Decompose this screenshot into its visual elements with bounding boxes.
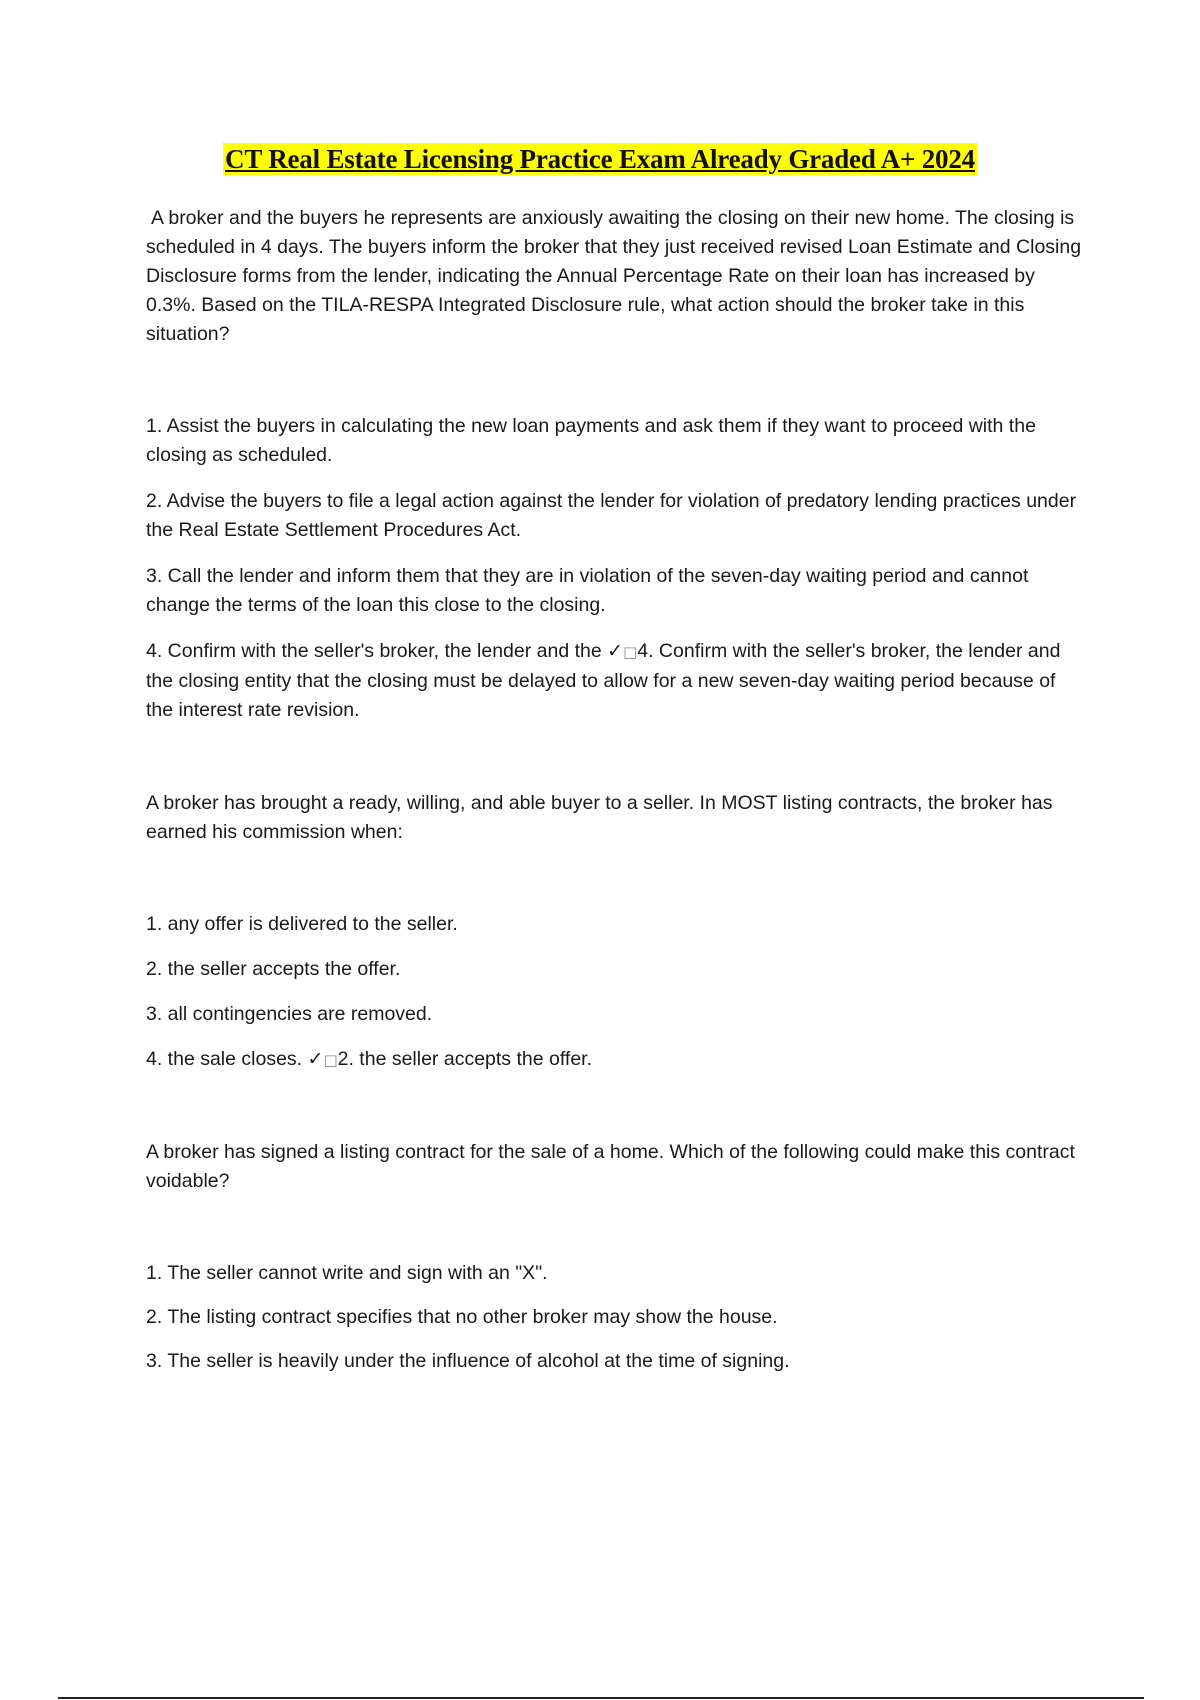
option-text: 2. Advise the buyers to file a legal action against the lender for violation of predatory lending practices under the Real Estate Settlement Procedures Act. (146, 490, 1077, 541)
option-text: 4. the sale closes. (146, 1048, 303, 1070)
option-item (146, 562, 1086, 620)
option-item (146, 1000, 1086, 1029)
option-item-with-answer (146, 637, 1086, 725)
options-list (146, 910, 1086, 1075)
option-item (146, 910, 1086, 939)
answer-text: 4. Confirm with the seller's broker, the lender and the closing entity that the closing must be delayed to allow for a new seven-day waiting period because of the interest rate revision. (146, 640, 1061, 721)
option-text: 2. The listing contract specifies that no other broker may show the house. (146, 1306, 778, 1328)
question-block-2 (146, 789, 1086, 1091)
checkmark-icon: ✓ (607, 640, 624, 662)
option-item (146, 487, 1086, 545)
checkmark-icon: ✓ (307, 1048, 324, 1070)
footer-divider (58, 1697, 1144, 1699)
question-block-3 (146, 1138, 1086, 1391)
option-text: 1. Assist the buyers in calculating the new loan payments and ask them if they want to proceed with the closing as scheduled. (146, 415, 1036, 466)
question-text: A broker and the buyers he represents are anxiously awaiting the closing on their new home. The closing is scheduled in 4 days. The buyers inform the broker that they just received revised Loan Estimate and Closing Disclosure forms from the lender, indicating the Annual Percentage Rate on their loan has increased by 0.3%. Based on the TILA-RESPA Integrated Disclosure rule, what action should the broker take in this situation? (146, 207, 1082, 345)
option-text: 1. any offer is delivered to the seller. (146, 913, 458, 935)
option-text: 3. The seller is heavily under the influence of alcohol at the time of signing. (146, 1350, 790, 1372)
option-text: 3. Call the lender and inform them that they are in violation of the seven-day waiting period and cannot change the terms of the loan this close to the closing. (146, 565, 1029, 616)
option-text: 2. the seller accepts the offer. (146, 958, 401, 980)
option-item (146, 1259, 1086, 1288)
option-item (146, 412, 1086, 470)
question-text: A broker has signed a listing contract for the sale of a home. Which of the following could make this contract voidable? (146, 1141, 1075, 1192)
document-title: CT Real Estate Licensing Practice Exam Already Graded A+ 2024 (225, 144, 975, 174)
options-list (146, 412, 1086, 725)
option-item (146, 1347, 1086, 1376)
options-list (146, 1259, 1086, 1376)
answer-text: 2. the seller accepts the offer. (337, 1048, 593, 1070)
title-container (0, 143, 1200, 175)
option-text: 3. all contingencies are removed. (146, 1003, 433, 1025)
option-item (146, 955, 1086, 984)
question-block-1 (146, 204, 1086, 742)
option-item-with-answer (146, 1045, 1086, 1075)
option-text: 1. The seller cannot write and sign with an "X". (146, 1262, 548, 1284)
option-text: 4. Confirm with the seller's broker, the lender and the (146, 640, 602, 662)
option-item (146, 1303, 1086, 1332)
question-text: A broker has brought a ready, willing, and able buyer to a seller. In MOST listing contracts, the broker has earned his commission when: (146, 792, 1053, 843)
box-icon: □ (623, 643, 638, 661)
box-icon: □ (323, 1051, 338, 1069)
